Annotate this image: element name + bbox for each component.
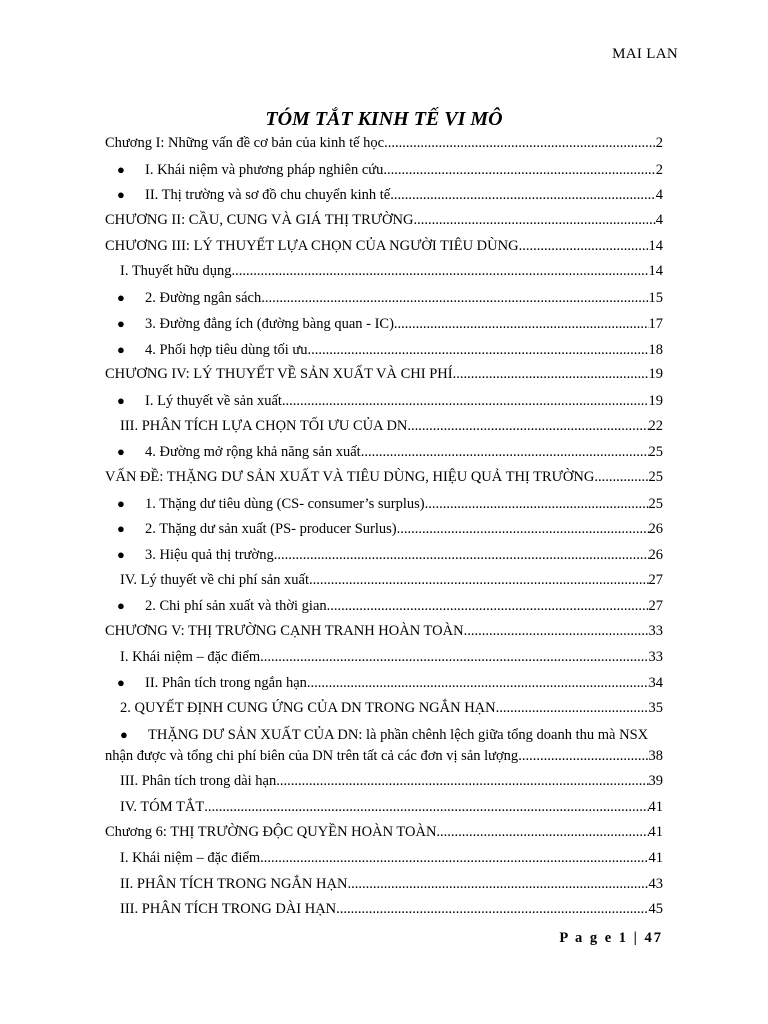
leader-dots: [361, 440, 649, 466]
toc-entry[interactable]: [105, 769, 663, 795]
toc-entry-text: II. Phân tích trong ngắn hạn: [145, 675, 307, 692]
toc-page-number: 18: [648, 341, 663, 358]
toc-entry-text: THẶNG DƯ SẢN XUẤT CỦA DN: là phần chênh lệch giữa tổng doanh thu mà NSX: [148, 726, 649, 743]
toc-entry[interactable]: [105, 311, 663, 337]
leader-dots: [384, 131, 656, 157]
toc-entry-text: IV. Lý thuyết về chi phí sản xuất: [120, 571, 310, 588]
leader-dots: [425, 492, 649, 518]
leader-dots: [308, 338, 649, 364]
toc-entry-text: II. Thị trường và sơ đồ chu chuyển kinh tế: [145, 187, 391, 204]
toc-entry[interactable]: [105, 795, 663, 821]
document-title: TÓM TẮT KINH TẾ VI MÔ: [265, 108, 503, 130]
toc-entry-text: CHƯƠNG IV: LÝ THUYẾT VỀ SẢN XUẤT VÀ CHI PHÍ: [105, 366, 453, 383]
toc-page-number: 17: [648, 315, 663, 332]
bullet-icon: ●: [117, 521, 125, 537]
toc-entry-text: Chương I: Những vấn đề cơ bản của kinh tế học: [105, 135, 385, 151]
toc-page-number: 2: [655, 135, 663, 151]
toc-page-number: 4: [655, 212, 663, 229]
toc-page-number: 15: [648, 290, 663, 307]
bullet-icon: ●: [117, 444, 125, 460]
leader-dots: [413, 208, 655, 234]
leader-dots: [519, 234, 649, 260]
toc-page-number: 26: [648, 547, 663, 563]
toc-entry[interactable]: [105, 846, 663, 872]
toc-entry-text: III. PHÂN TÍCH TRONG DÀI HẠN: [120, 901, 337, 918]
toc-page-number: 27: [648, 598, 663, 615]
toc-entry-text: III. PHÂN TÍCH LỰA CHỌN TỐI ƯU CỦA DN: [120, 417, 408, 434]
bullet-icon: ●: [120, 726, 128, 742]
toc-entry[interactable]: [105, 568, 663, 594]
toc-page-number: 14: [648, 263, 663, 280]
toc-entry[interactable]: [105, 542, 663, 568]
toc-entry-text: I. Khái niệm – đặc điểm: [120, 849, 261, 866]
leader-dots: [282, 389, 649, 415]
leader-dots: [261, 286, 648, 312]
leader-dots: [274, 543, 649, 569]
toc-entry[interactable]: [105, 724, 663, 767]
toc-entry[interactable]: [105, 337, 663, 363]
leader-dots: [336, 897, 648, 923]
bullet-icon: ●: [117, 315, 125, 331]
leader-dots: [464, 619, 649, 645]
toc-page-number: 25: [648, 444, 663, 461]
toc-entry[interactable]: [105, 131, 663, 157]
leader-dots: [518, 746, 648, 767]
toc-entry-text: IV. TÓM TẮT: [120, 798, 205, 815]
toc-page-number: 33: [648, 648, 663, 665]
toc-entry-text: II. PHÂN TÍCH TRONG NGẮN HẠN: [120, 875, 348, 892]
leader-dots: [347, 872, 648, 898]
toc-entry-text: CHƯƠNG V: THỊ TRƯỜNG CẠNH TRANH HOÀN TOÀN: [105, 623, 464, 640]
toc-page-number: 39: [648, 772, 663, 789]
toc-entry[interactable]: [105, 208, 663, 234]
leader-dots: [407, 414, 648, 440]
leader-dots: [383, 158, 655, 184]
leader-dots: [309, 568, 648, 594]
bullet-icon: ●: [117, 341, 125, 357]
toc-page-number: 2: [655, 161, 663, 178]
toc-entry[interactable]: [105, 516, 663, 542]
toc-page-number: 4: [655, 187, 663, 204]
toc-entry[interactable]: [105, 593, 663, 619]
toc-entry[interactable]: [105, 439, 663, 465]
toc-entry[interactable]: [105, 897, 663, 923]
toc-entry-text: Chương 6: THỊ TRƯỜNG ĐỘC QUYỀN HOÀN TOÀN: [105, 824, 437, 841]
bullet-icon: ●: [117, 547, 125, 562]
toc-entry[interactable]: [105, 465, 663, 491]
toc-entry[interactable]: [105, 285, 663, 311]
toc-entry-text: I. Thuyết hữu dụng: [120, 263, 232, 280]
toc-entry[interactable]: [105, 362, 663, 388]
toc-entry-text: 4. Đường mở rộng khả năng sản xuất: [145, 444, 361, 461]
toc-entry-text: 2. Chi phí sản xuất và thời gian: [145, 598, 327, 615]
bullet-icon: ●: [117, 495, 125, 511]
toc-entry[interactable]: [105, 259, 663, 285]
toc-page-number: 25: [648, 495, 663, 512]
bullet-icon: ●: [117, 290, 125, 306]
toc-entry-text: I. Khái niệm – đặc điểm: [120, 648, 261, 665]
page-footer: P a g e 1 | 47: [559, 930, 663, 946]
toc-page-number: 14: [648, 237, 663, 254]
toc-entry[interactable]: [105, 182, 663, 208]
toc-entry-text: I. Lý thuyết về sản xuất: [145, 392, 282, 409]
toc-entry[interactable]: [105, 619, 663, 645]
toc-entry[interactable]: [105, 157, 663, 183]
toc-entry-text: I. Khái niệm và phương pháp nghiên cứu: [145, 161, 384, 178]
leader-dots: [390, 183, 656, 209]
toc-page-number: 33: [648, 623, 663, 640]
toc-entry-text: CHƯƠNG II: CẦU, CUNG VÀ GIÁ THỊ TRƯỜNG: [105, 212, 414, 229]
toc-page-number: 35: [648, 700, 663, 717]
toc-entry[interactable]: [105, 234, 663, 260]
leader-dots: [397, 517, 649, 543]
leader-dots: [436, 820, 648, 846]
toc-page-number: 38: [648, 747, 663, 764]
toc-page-number: 43: [648, 875, 663, 892]
bullet-icon: ●: [117, 675, 125, 691]
leader-dots: [260, 645, 648, 671]
toc-entry-text: III. Phân tích trong dài hạn: [120, 772, 277, 789]
toc-entry[interactable]: [105, 820, 663, 846]
toc-page-number: 41: [648, 849, 663, 866]
table-of-contents: [105, 131, 663, 923]
leader-dots: [394, 312, 649, 338]
toc-page-number: 41: [648, 824, 663, 841]
toc-page-number: 19: [648, 366, 663, 383]
toc-page-number: 34: [648, 675, 663, 692]
leader-dots: [204, 795, 648, 821]
toc-page-number: 26: [648, 521, 663, 538]
toc-entry-text: VẤN ĐỀ: THẶNG DƯ SẢN XUẤT VÀ TIÊU DÙNG, HIỆU QUẢ THỊ TRƯỜNG: [105, 468, 595, 485]
header-author: MAI LAN: [612, 46, 678, 62]
toc-entry[interactable]: [105, 645, 663, 671]
bullet-icon: ●: [117, 187, 125, 203]
toc-entry[interactable]: [105, 872, 663, 898]
toc-entry-text: 2. Đường ngân sách: [145, 290, 262, 307]
toc-entry-text: 4. Phối hợp tiêu dùng tối ưu: [145, 341, 308, 358]
toc-entry[interactable]: [105, 670, 663, 696]
toc-page-number: 45: [648, 901, 663, 918]
toc-entry-text: 3. Đường đẳng ích (đường bàng quan - IC): [145, 315, 394, 332]
toc-entry-text: CHƯƠNG III: LÝ THUYẾT LỰA CHỌN CỦA NGƯỜI TIÊU DÙNG: [105, 237, 519, 254]
toc-entry-text: 2. QUYẾT ĐỊNH CUNG ỨNG CỦA DN TRONG NGẮN HẠN: [120, 700, 496, 717]
leader-dots: [232, 259, 649, 285]
leader-dots: [327, 594, 649, 620]
leader-dots: [276, 769, 648, 795]
leader-dots: [307, 671, 649, 697]
toc-page-number: 25: [648, 468, 663, 485]
toc-entry-text: 1. Thặng dư tiêu dùng (CS- consumer’s surplus): [145, 495, 425, 512]
bullet-icon: ●: [117, 598, 125, 614]
bullet-icon: ●: [117, 161, 125, 177]
toc-page-number: 19: [648, 392, 663, 409]
toc-page-number: 27: [648, 571, 663, 588]
leader-dots: [260, 846, 648, 872]
toc-page-number: 22: [648, 417, 663, 434]
toc-entry[interactable]: [105, 388, 663, 414]
toc-entry[interactable]: [105, 696, 663, 722]
toc-entry-text: 2. Thặng dư sản xuất (PS- producer Surlus): [145, 521, 397, 538]
leader-dots: [594, 465, 648, 491]
leader-dots: [453, 362, 649, 388]
bullet-icon: ●: [117, 392, 125, 408]
toc-entry[interactable]: [105, 414, 663, 440]
toc-entry-text-continued: nhận được và tổng chi phí biên của DN trên tất cả các đơn vị sản lượng: [105, 747, 519, 764]
leader-dots: [496, 696, 649, 722]
toc-entry[interactable]: [105, 491, 663, 517]
toc-entry-text: 3. Hiệu quả thị trường: [145, 547, 274, 563]
toc-page-number: 41: [648, 798, 663, 815]
